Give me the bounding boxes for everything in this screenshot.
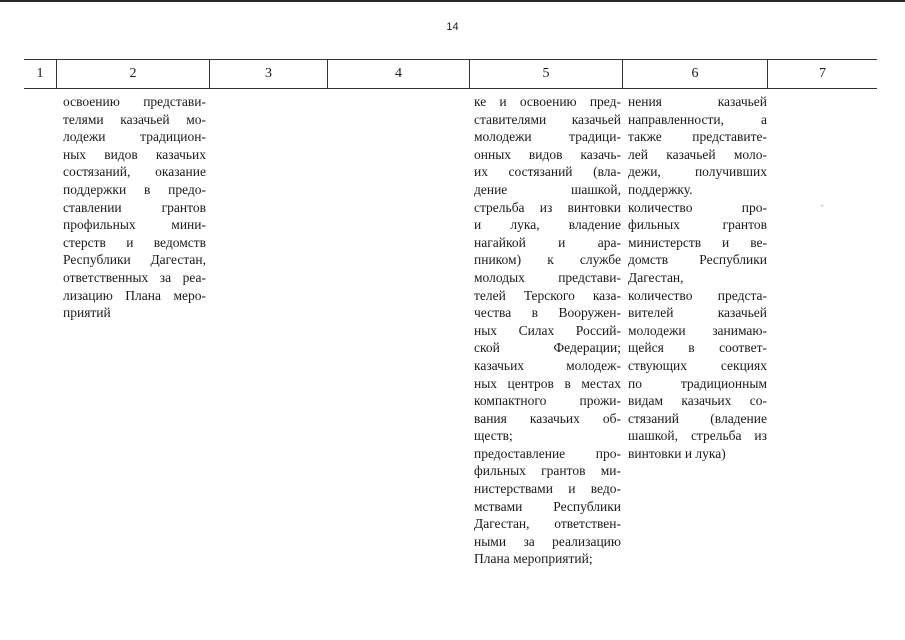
page-top-edge [0,0,905,2]
col5-line: Дагестан, ответствен- [474,516,621,532]
col2-line: освоению представи- [63,94,206,109]
header-cell-6: 6 [622,60,767,88]
scan-speck: ˇ [820,205,825,215]
header-cell-1: 1 [36,66,44,81]
col5-line: их состязаний (вла- [474,164,621,180]
col5-line: молодых представи- [474,269,621,285]
col2-line: ных видов казачьих [63,146,206,162]
col5-line: дение шашкой, [474,181,621,197]
col5-line: нистерствами и ведо- [474,481,621,497]
col6-line: министерств и ве- [628,234,767,250]
column-2-text [63,93,206,322]
col5-line: вания казачьих об- [474,410,621,426]
col6-line: вителей казачьей [628,305,767,321]
col2-line: ответственных за реа- [63,269,206,285]
col5-line: и лука, владение [474,217,621,233]
col5-line: нагайкой и ара- [474,234,621,250]
col6-line: молодежи занимаю- [628,322,767,338]
header-cell-5: 5 [469,60,622,88]
col6-line: щейся в соответ- [628,340,767,356]
col6-line: Дагестан, [628,269,684,285]
col5-line: ных центров в местах [474,375,621,391]
col2-line: стерств и ведомств [63,234,206,250]
header-cell-4: 4 [327,60,469,88]
header-cell-7: 7 [767,60,877,88]
table-header-row [24,59,877,89]
col2-line: ставлении грантов [63,199,206,215]
col2-line: лодежи традицион- [63,129,206,145]
col5-line: предоставление про- [474,445,621,461]
header-cell-3: 3 [209,60,327,88]
column-5-text [474,93,621,568]
col6-line: поддержку. [628,181,693,197]
col5-line: ществ; [474,428,513,444]
header-cell-2: 2 [56,60,209,88]
col2-line: состязаний, оказание [63,164,206,180]
col6-line: лей казачьей моло- [628,146,767,162]
col5-line: ными за реализацию [474,533,621,549]
col6-line: по традиционным [628,375,767,391]
col6-line: количество про- [628,199,767,215]
col5-line: телей Терского каза- [474,287,621,303]
col5-line: ке и освоению пред- [474,94,621,109]
col6-line: направленности, а [628,111,767,127]
col6-line: видам казачьих со- [628,393,767,409]
col5-line: онных видов казачь- [474,146,621,162]
col6-line: нения казачьей [628,94,767,109]
col6-line: стязаний (владение [628,410,767,426]
col5-line: компактного прожи- [474,393,621,409]
col2-line: лизацию Плана меро- [63,287,206,303]
col2-line: профильных мини- [63,217,206,233]
col6-line: количество предста- [628,287,767,303]
col2-line: Республики Дагестан, [63,252,206,268]
col5-line: казачьих молодеж- [474,357,621,373]
page-number: 14 [446,21,459,33]
col6-line: шашкой, стрельба из [628,428,767,444]
col6-line: дежи, получивших [628,164,767,180]
col6-line: также представите- [628,129,767,145]
col2-line: поддержки в предо- [63,181,206,197]
col5-line: ской Федерации; [474,340,621,356]
col5-line: мствами Республики [474,498,621,514]
col5-line: Плана мероприятий; [474,551,593,567]
col5-line: чества в Вооружен- [474,305,621,321]
col5-line: фильных грантов ми- [474,463,621,479]
col2-line: приятий [63,305,111,321]
col6-line: фильных грантов [628,217,767,233]
col2-line: телями казачьей мо- [63,111,206,127]
col6-line: домств Республики [628,252,767,268]
col5-line: стрельба из винтовки [474,199,621,215]
col5-line: молодежи традици- [474,129,621,145]
column-6-text [628,93,767,462]
col5-line: ных Силах Россий- [474,322,621,338]
col5-line: пником) к службе [474,252,621,268]
col6-line: винтовки и лука) [628,445,726,461]
col6-line: ствующих секциях [628,357,767,373]
col5-line: ставителями казачьей [474,111,621,127]
